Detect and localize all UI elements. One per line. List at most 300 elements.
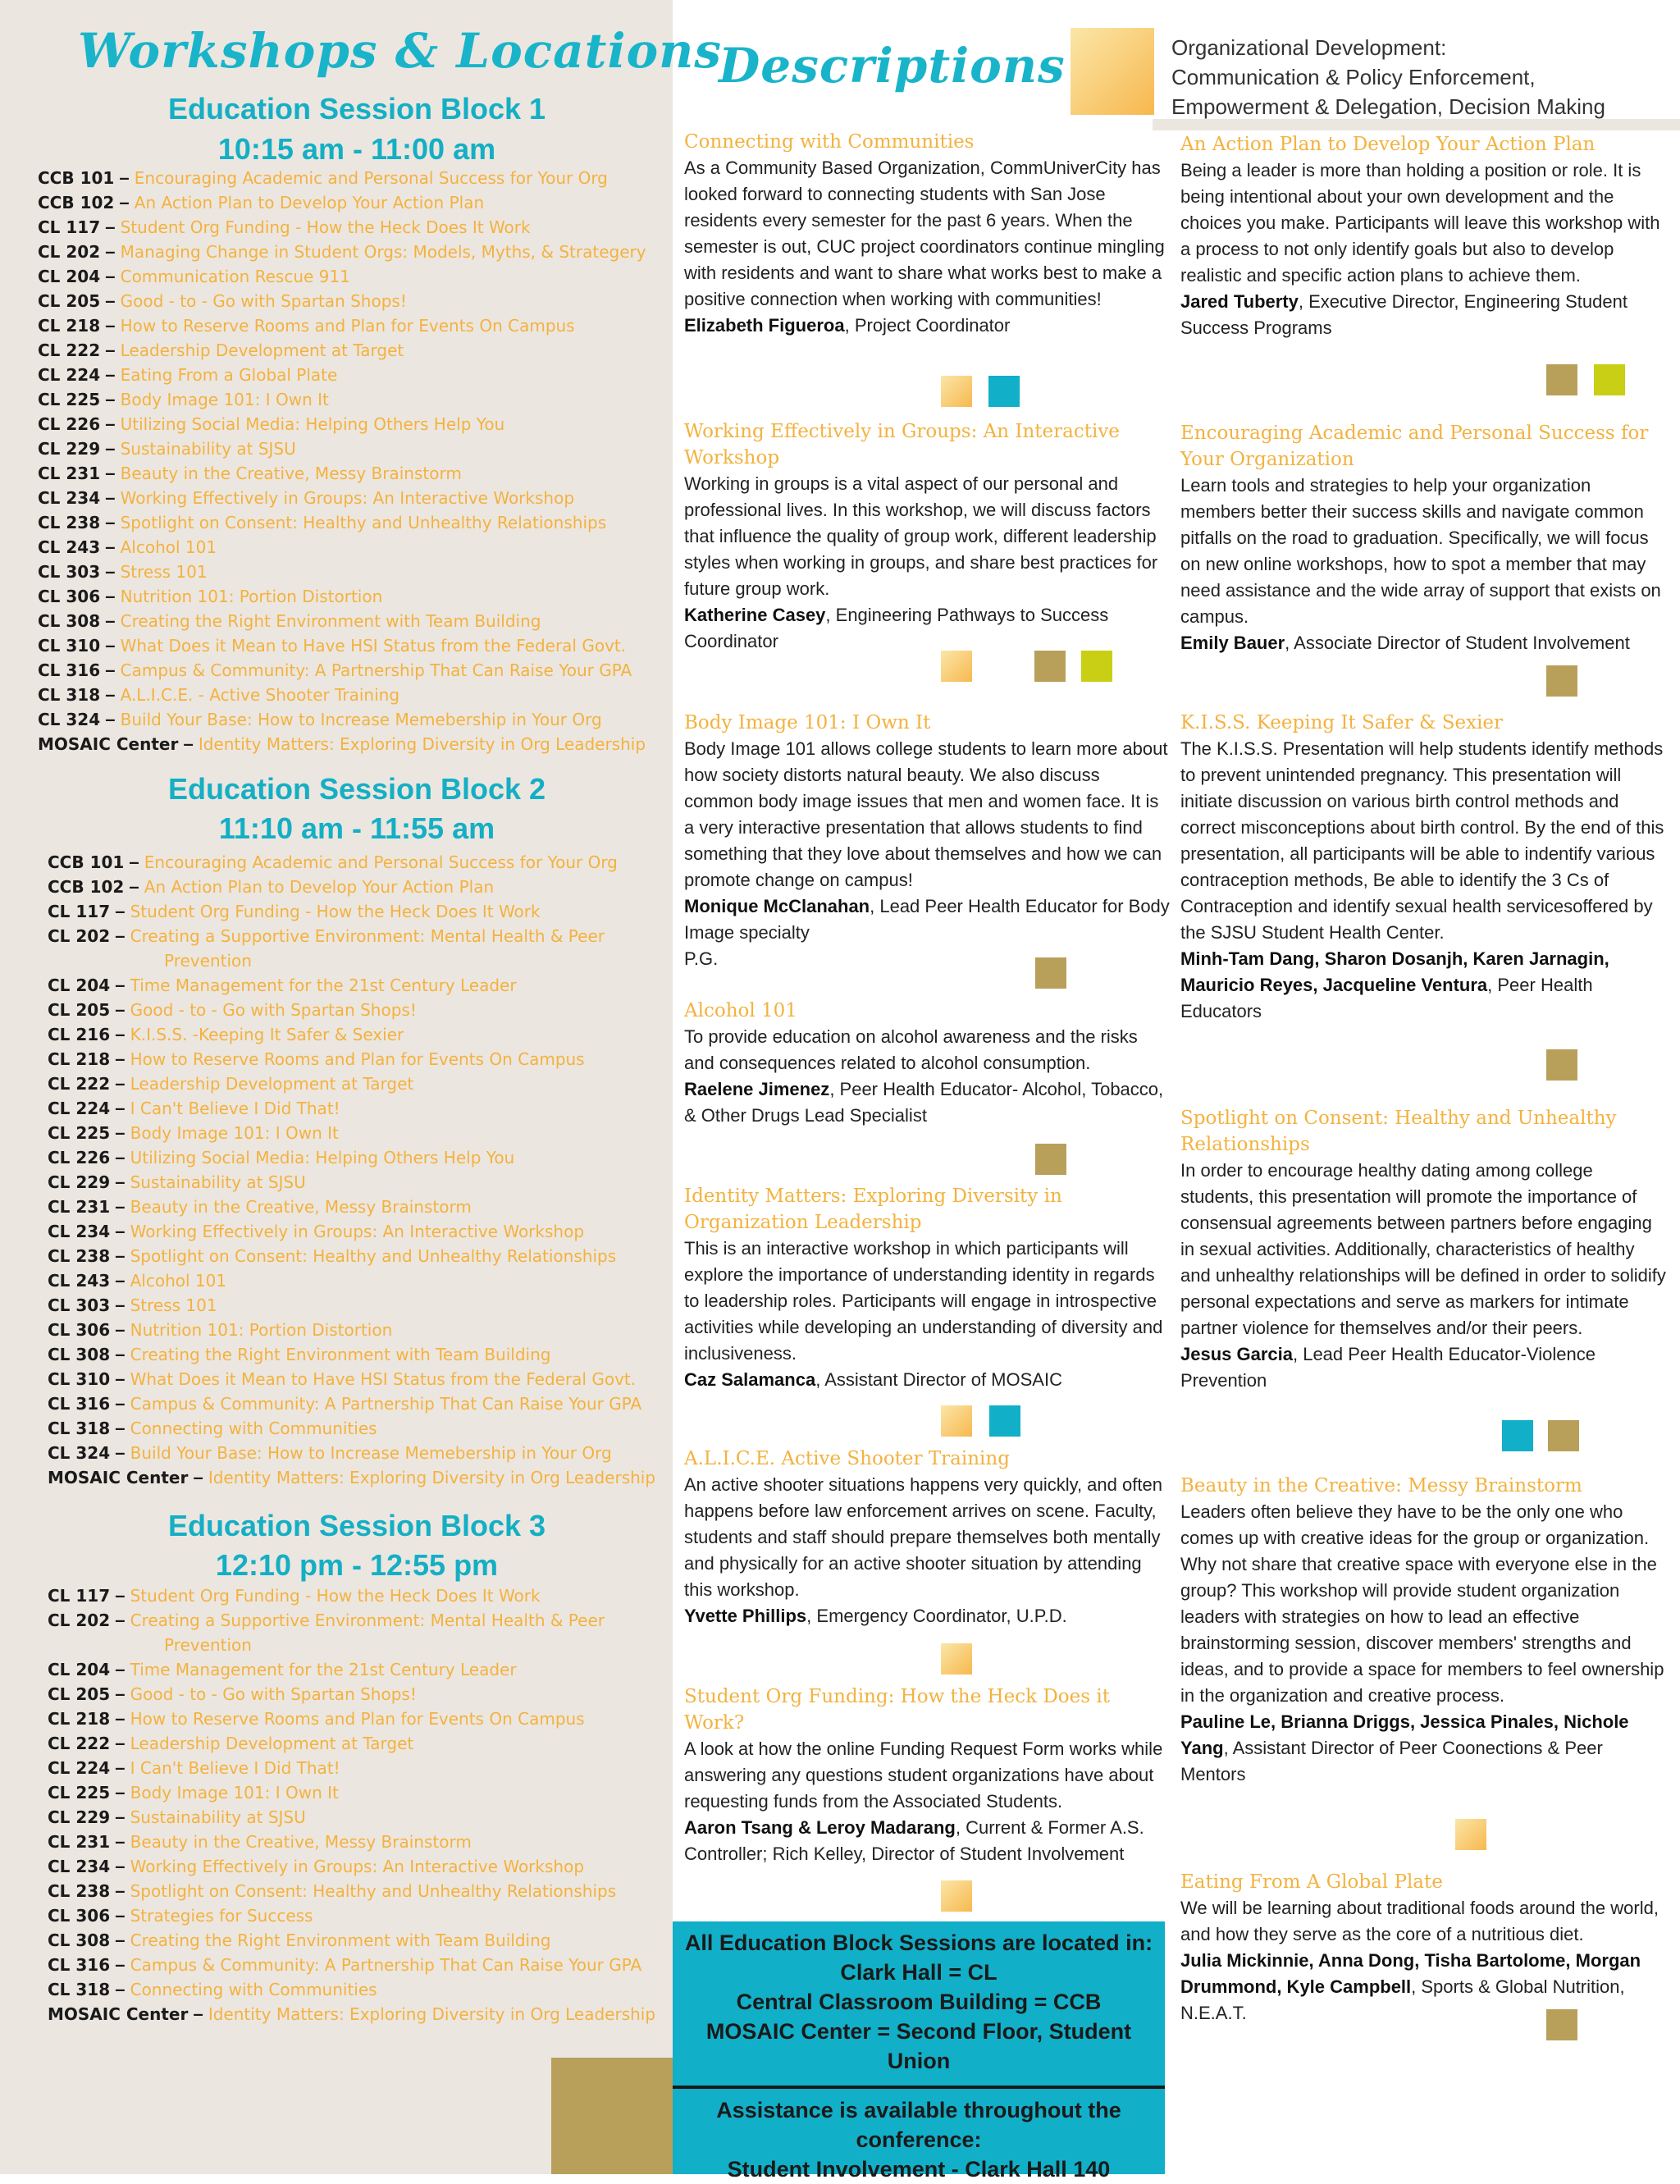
- presenter-role: , Current & Former A.S. Controller; Rich Kelley, Director of Student Involvement: [684, 1817, 1144, 1864]
- room-code: CL 318: [48, 1980, 111, 1999]
- room-code: CL 222: [48, 1734, 111, 1753]
- presenter-line: [1180, 1709, 1669, 1788]
- room-code: CL 202: [38, 242, 101, 262]
- presenter-line: [684, 893, 1172, 946]
- session-item: [48, 1391, 655, 1416]
- descriptions-title: Descriptions: [719, 38, 1066, 94]
- room-code: CL 225: [38, 390, 101, 409]
- session-list: [38, 166, 646, 756]
- workshop-title: Nutrition 101: Portion Distortion: [120, 587, 383, 606]
- separator: –: [100, 364, 121, 385]
- workshop-title: What Does it Mean to Have HSI Status from the Federal Govt.: [120, 636, 627, 656]
- room-code: CL 316: [48, 1955, 111, 1975]
- separator: –: [100, 315, 121, 336]
- room-code: CL 316: [38, 660, 101, 680]
- separator: –: [188, 1467, 208, 1487]
- separator: –: [178, 733, 199, 754]
- separator: –: [110, 1757, 130, 1778]
- session-item: [48, 1830, 655, 1854]
- category-tag-tan: [1035, 957, 1066, 989]
- info-line: Central Classroom Building = CCB: [736, 1990, 1102, 2014]
- session-item: [48, 1195, 655, 1219]
- separator: –: [110, 1880, 130, 1901]
- session-item: [48, 1657, 655, 1682]
- session-item: [48, 1367, 655, 1391]
- presenter-names: Julia Mickinnie, Anna Dong, Tisha Bartolome, Morgan Drummond, Kyle Campbell: [1180, 1950, 1641, 1997]
- session-item: [38, 658, 646, 683]
- room-code: CL 324: [48, 1443, 111, 1463]
- room-code: CL 226: [48, 1148, 111, 1167]
- info-line: MOSAIC Center = Second Floor, Student Union: [705, 2019, 1132, 2073]
- workshop-title: Stress 101: [120, 562, 208, 582]
- session-item: [48, 1342, 655, 1367]
- presenter-line: [684, 1367, 1172, 1393]
- separator: –: [110, 1418, 130, 1438]
- presenter-role: , Lead Peer Health Educator for Body Image specialty: [684, 896, 1170, 943]
- workshop-title: Student Org Funding - How the Heck Does It Work: [130, 902, 541, 921]
- description-title: Eating From A Global Plate: [1180, 1871, 1443, 1893]
- room-code: CCB 102: [38, 193, 115, 212]
- separator: –: [100, 537, 121, 557]
- session-item: [38, 732, 646, 756]
- room-code: CL 204: [38, 267, 101, 286]
- session-item: [38, 363, 646, 387]
- workshop-title: Communication Rescue 911: [120, 267, 350, 286]
- workshop-title: Body Image 101: I Own It: [120, 390, 329, 409]
- separator: –: [110, 1585, 130, 1606]
- session-item: [48, 899, 655, 924]
- description-body: The K.I.S.S. Presentation will help students identify methods to prevent unintended pregnancy. This presentation will initiate discussion on various birth control methods and correct misconceptions about birth control. By the end of this presentation, all participants will be able to indentify various contraception methods, Be able to identify the 3 Cs of Contraception and identify sexual health servicesoffered by the SJSU Student Health Center.: [1180, 738, 1664, 943]
- session-item: [38, 166, 646, 190]
- category-tag-orange: [941, 651, 972, 682]
- workshop-title: Student Org Funding - How the Heck Does It Work: [130, 1586, 541, 1606]
- workshop-title: Time Management for the 21st Century Leader: [130, 1660, 517, 1679]
- description-body: Leaders often believe they have to be the only one who comes up with creative ideas for the group or organization. Why not share that creative space with everyone else in the group? This workshop will provide student organization leaders with strategies on how to lead an effective brainstorming session, discover members' strengths and ideas, and to provide a space for members to feel ownership in the organization and creative process.: [1180, 1501, 1664, 1706]
- room-code: CL 117: [38, 217, 101, 237]
- workshop-title: How to Reserve Rooms and Plan for Events On Campus: [130, 1709, 585, 1729]
- separator: –: [114, 167, 135, 188]
- org-development-swatch: [1071, 28, 1154, 115]
- workshop-title: How to Reserve Rooms and Plan for Events On Campus: [130, 1049, 585, 1069]
- room-code: CL 218: [48, 1709, 111, 1729]
- session-item: [48, 1465, 655, 1490]
- header-stripe: [1153, 119, 1680, 130]
- workshop-description: [684, 1684, 1172, 1867]
- room-code: CL 218: [38, 316, 101, 336]
- separator: –: [100, 389, 121, 409]
- workshop-title: Campus & Community: A Partnership That Can Raise Your GPA: [130, 1955, 642, 1975]
- block-title: Education Session Block 2: [167, 772, 546, 806]
- description-body: In order to encourage healthy dating among college students, this presentation will promote the importance of consensual agreements between partners before engaging in sexual activities. Additionally, characteristics of healthy and unhealthy relationships will be defined in order to solidify personal expectations and serve as markers for intimate partner violence for themselves and/or their peers.: [1180, 1160, 1666, 1338]
- workshop-description: [1180, 1105, 1669, 1394]
- workshop-title: Creating the Right Environment with Team Building: [120, 611, 541, 631]
- separator: –: [110, 999, 130, 1020]
- session-item: [38, 313, 646, 338]
- description-title: Spotlight on Consent: Healthy and Unhealthy Relationships: [1180, 1108, 1617, 1155]
- workshop-title: I Can't Believe I Did That!: [130, 1099, 340, 1118]
- room-code: CL 231: [48, 1832, 111, 1852]
- separator: –: [110, 1196, 130, 1217]
- separator: –: [110, 1122, 130, 1143]
- workshop-description: [1180, 1473, 1669, 1788]
- session-list: [48, 850, 655, 1490]
- separator: –: [124, 852, 144, 872]
- presenter-names: Emily Bauer: [1180, 633, 1285, 653]
- workshop-title: Creating the Right Environment with Team Building: [130, 1930, 551, 1950]
- session-item: [48, 1756, 655, 1780]
- category-tag-tan: [1546, 364, 1577, 395]
- separator: –: [110, 1831, 130, 1852]
- room-code: MOSAIC Center: [48, 2004, 189, 2024]
- category-tag-tan: [1546, 1049, 1577, 1081]
- presenter-role: , Associate Director of Student Involvement: [1285, 633, 1630, 653]
- session-item: [48, 1953, 655, 1977]
- separator: –: [110, 1782, 130, 1802]
- description-title: A.L.I.C.E. Active Shooter Training: [684, 1448, 1010, 1469]
- description-title: Encouraging Academic and Personal Success for Your Organization: [1180, 423, 1649, 470]
- workshop-title: Good - to - Go with Spartan Shops!: [120, 291, 407, 311]
- separator: –: [110, 1979, 130, 1999]
- presenter-extra: P.G.: [684, 948, 719, 969]
- separator: –: [110, 1368, 130, 1389]
- presenter-line: [1180, 1948, 1669, 2026]
- workshop-title: Beauty in the Creative, Messy Brainstorm: [130, 1197, 472, 1217]
- block-time: 12:10 pm - 12:55 pm: [215, 1548, 499, 1582]
- workshop-title: Leadership Development at Target: [120, 340, 404, 360]
- presenter-line: [684, 1815, 1172, 1867]
- room-code: CL 216: [48, 1025, 111, 1044]
- workshop-title: I Can't Believe I Did That!: [130, 1758, 340, 1778]
- presenter-names: Jesus Garcia: [1180, 1344, 1293, 1364]
- presenter-line: [684, 1603, 1172, 1629]
- workshop-title: A.L.I.C.E. - Active Shooter Training: [120, 685, 400, 705]
- room-code: CL 306: [38, 587, 101, 606]
- workshop-title-continued: Prevention: [164, 951, 252, 971]
- separator: –: [110, 1856, 130, 1876]
- presenter-names: Jared Tuberty: [1180, 291, 1299, 312]
- description-body: We will be learning about traditional foods around the world, and how they serve as the core of a nutritious diet.: [1180, 1898, 1659, 1944]
- separator: –: [100, 266, 121, 286]
- separator: –: [100, 438, 121, 459]
- workshop-title: Encouraging Academic and Personal Success for Your Org: [144, 852, 618, 872]
- room-code: CL 117: [48, 902, 111, 921]
- room-code: CL 234: [38, 488, 101, 508]
- separator: –: [110, 925, 130, 946]
- room-code: CL 306: [48, 1320, 111, 1340]
- presenter-role: , Engineering Pathways to Success Coordinator: [684, 605, 1109, 651]
- decorative-block: [551, 2058, 673, 2174]
- session-item: [48, 1854, 655, 1879]
- room-code: CL 117: [48, 1586, 111, 1606]
- room-code: CL 202: [48, 1611, 111, 1630]
- presenter-role: , Peer Health Educators: [1180, 975, 1593, 1021]
- room-code: CL 222: [48, 1074, 111, 1094]
- session-item: [48, 1170, 655, 1195]
- session-item: [38, 707, 646, 732]
- workshop-description: [684, 1183, 1172, 1393]
- session-item: [48, 1805, 655, 1830]
- description-body: This is an interactive workshop in which participants will explore the importance of understanding identity in regards to leadership roles. Participants will engage in introspective activities while developing an understanding of diversity and inclusiveness.: [684, 1238, 1163, 1364]
- room-code: CL 225: [48, 1783, 111, 1802]
- room-code: CL 308: [38, 611, 101, 631]
- session-item: [48, 1416, 655, 1441]
- separator: –: [110, 1954, 130, 1975]
- workshop-title: Beauty in the Creative, Messy Brainstorm: [120, 464, 462, 483]
- session-item: [48, 1022, 655, 1047]
- session-item: [48, 1608, 655, 1633]
- presenter-line: [1180, 946, 1669, 1025]
- category-tag-tan: [1034, 651, 1066, 682]
- session-item: [48, 1780, 655, 1805]
- category-tag-lime: [1594, 364, 1625, 395]
- category-tag-tan: [1546, 665, 1577, 697]
- separator: –: [110, 1733, 130, 1753]
- presenter-names: Minh-Tam Dang, Sharon Dosanjh, Karen Jarnagin, Mauricio Reyes, Jacqueline Ventura: [1180, 948, 1609, 995]
- session-item: [48, 1928, 655, 1953]
- presenter-role: , Emergency Coordinator, U.P.D.: [806, 1606, 1067, 1626]
- session-item: [48, 850, 655, 875]
- presenter-line: [1180, 630, 1669, 656]
- session-list: [48, 1583, 655, 2026]
- workshop-title: Identity Matters: Exploring Diversity in Org Leadership: [198, 734, 646, 754]
- legend-line: Communication & Policy Enforcement,: [1171, 65, 1536, 89]
- session-item: [48, 1071, 655, 1096]
- description-title: K.I.S.S. Keeping It Safer & Sexier: [1180, 712, 1504, 733]
- workshop-title: Build Your Base: How to Increase Memebership in Your Org: [120, 710, 602, 729]
- category-tag-teal: [1502, 1420, 1533, 1451]
- room-code: CL 234: [48, 1857, 111, 1876]
- room-code: CL 229: [38, 439, 101, 459]
- workshop-title: Identity Matters: Exploring Diversity in Org Leadership: [208, 2004, 656, 2024]
- room-code: CL 324: [38, 710, 101, 729]
- room-code: CL 204: [48, 1660, 111, 1679]
- workshop-title: Spotlight on Consent: Healthy and Unhealthy Relationships: [120, 513, 607, 532]
- session-item: [38, 584, 646, 609]
- room-code: CCB 101: [48, 852, 125, 872]
- separator: –: [110, 1319, 130, 1340]
- workshop-title: Working Effectively in Groups: An Interactive Workshop: [120, 488, 575, 508]
- category-tag-teal: [988, 376, 1020, 407]
- room-code: CL 231: [48, 1197, 111, 1217]
- legend: [1171, 33, 1605, 121]
- session-item: [48, 2002, 655, 2026]
- session-item: [48, 1293, 655, 1318]
- workshop-title: Beauty in the Creative, Messy Brainstorm: [130, 1832, 472, 1852]
- presenter-role: , Assistant Director of MOSAIC: [815, 1369, 1062, 1390]
- room-code: CL 205: [38, 291, 101, 311]
- workshop-title: Leadership Development at Target: [130, 1074, 414, 1094]
- session-item: [38, 264, 646, 289]
- workshop-title: Working Effectively in Groups: An Interactive Workshop: [130, 1857, 585, 1876]
- workshop-description: [684, 1446, 1172, 1629]
- room-code: MOSAIC Center: [48, 1468, 189, 1487]
- separator: –: [110, 901, 130, 921]
- session-item: [38, 560, 646, 584]
- room-code: CL 202: [48, 926, 111, 946]
- session-item-continued: [48, 948, 655, 973]
- room-code: CL 231: [38, 464, 101, 483]
- workshop-title: Utilizing Social Media: Helping Others Help You: [130, 1148, 515, 1167]
- presenter-names: Aaron Tsang & Leroy Madarang: [684, 1817, 956, 1838]
- separator: –: [100, 487, 121, 508]
- session-item: [38, 609, 646, 633]
- description-body: An active shooter situations happens very quickly, and often happens before law enforcement arrives on scene. Faculty, students and staff should prepare themselves both mentally and physically for an active shooter situation by attending this workshop.: [684, 1474, 1162, 1600]
- session-item: [38, 412, 646, 436]
- workshop-title: Managing Change in Student Orgs: Models, Myths, & Strategery: [120, 242, 646, 262]
- workshop-title: Sustainability at SJSU: [120, 439, 296, 459]
- session-item: [48, 1219, 655, 1244]
- room-code: CL 310: [38, 636, 101, 656]
- room-code: CL 224: [48, 1758, 111, 1778]
- workshop-title: An Action Plan to Develop Your Action Plan: [144, 877, 495, 897]
- room-code: CL 224: [48, 1099, 111, 1118]
- session-item: [48, 1583, 655, 1608]
- legend-line: Organizational Development:: [1171, 35, 1447, 60]
- workshop-title: Alcohol 101: [130, 1271, 227, 1291]
- presenter-names: Elizabeth Figueroa: [684, 315, 845, 336]
- workshop-title: Student Org Funding - How the Heck Does It Work: [120, 217, 531, 237]
- workshop-title: Alcohol 101: [120, 537, 217, 557]
- session-item: [48, 998, 655, 1022]
- description-title: Student Org Funding: How the Heck Does it Work?: [684, 1686, 1110, 1734]
- separator: –: [100, 241, 121, 262]
- category-tag-teal: [989, 1405, 1020, 1437]
- workshop-description: [684, 998, 1172, 1129]
- room-code: CL 303: [38, 562, 101, 582]
- separator: –: [110, 1098, 130, 1118]
- room-code: CL 229: [48, 1807, 111, 1827]
- room-code: CL 303: [48, 1295, 111, 1315]
- description-title: Beauty in the Creative: Messy Brainstorm: [1180, 1475, 1582, 1496]
- room-code: CL 308: [48, 1930, 111, 1950]
- presenter-role: , Sports & Global Nutrition, N.E.A.T.: [1180, 1976, 1625, 2023]
- separator: –: [110, 1295, 130, 1315]
- workshop-title-continued: Prevention: [164, 1635, 252, 1655]
- workshop-title: Sustainability at SJSU: [130, 1172, 306, 1192]
- presenter-line: [1180, 289, 1669, 341]
- separator: –: [110, 975, 130, 995]
- description-body: Learn tools and strategies to help your organization members better their success skills and navigate common pitfalls on the road to graduation. Specifically, we will focus on new online workshops, how to spot a member that may need assistance and the wide array of support that exists on campus.: [1180, 475, 1661, 627]
- presenter-names: Pauline Le, Brianna Driggs, Jessica Pinales, Nichole Yang: [1180, 1711, 1629, 1758]
- category-tag-orange: [941, 1405, 972, 1437]
- presenter-role: , Lead Peer Health Educator-Violence Prevention: [1180, 1344, 1596, 1391]
- workshop-title: Utilizing Social Media: Helping Others Help You: [120, 414, 505, 434]
- description-title: Connecting with Communities: [684, 131, 975, 153]
- room-code: CL 238: [48, 1881, 111, 1901]
- room-code: CL 229: [48, 1172, 111, 1192]
- description-title: An Action Plan to Develop Your Action Plan: [1180, 134, 1596, 155]
- assist-line: Student Involvement - Clark Hall 140: [727, 2157, 1111, 2182]
- description-title: Identity Matters: Exploring Diversity in Organization Leadership: [684, 1186, 1062, 1233]
- description-body: Body Image 101 allows college students to learn more about how society distorts natural beauty. We also discuss common body image issues that men and women face. It is a very interactive presentation that allows students to find something that they love about themselves and how we can promote change on campus!: [684, 738, 1168, 890]
- workshop-title: K.I.S.S. -Keeping It Safer & Sexier: [130, 1025, 404, 1044]
- session-item: [38, 461, 646, 486]
- room-code: CL 308: [48, 1345, 111, 1364]
- separator: –: [100, 217, 121, 237]
- room-code: CL 204: [48, 975, 111, 995]
- workshop-title: Identity Matters: Exploring Diversity in Org Leadership: [208, 1468, 656, 1487]
- session-item: [38, 338, 646, 363]
- description-title: Alcohol 101: [684, 1000, 797, 1021]
- workshop-title: Encouraging Academic and Personal Success for Your Org: [134, 168, 608, 188]
- room-code: CL 224: [38, 365, 101, 385]
- separator: –: [110, 1024, 130, 1044]
- separator: –: [100, 635, 121, 656]
- room-code: CL 218: [48, 1049, 111, 1069]
- separator: –: [110, 1708, 130, 1729]
- description-title: Body Image 101: I Own It: [684, 712, 931, 733]
- workshop-description: [1180, 131, 1669, 341]
- separator: –: [110, 1344, 130, 1364]
- separator: –: [188, 2004, 208, 2024]
- workshop-title: Creating the Right Environment with Team Building: [130, 1345, 551, 1364]
- session-item: [38, 215, 646, 240]
- location-info-box: [673, 1921, 1165, 2182]
- session-item: [48, 1879, 655, 1903]
- room-code: CL 310: [48, 1369, 111, 1389]
- workshop-description: [1180, 710, 1669, 1025]
- assist-line: Assistance is available throughout the conference:: [716, 2098, 1121, 2152]
- workshop-title: Campus & Community: A Partnership That Can Raise Your GPA: [130, 1394, 642, 1414]
- separator: –: [100, 340, 121, 360]
- presenter-names: Yvette Phillips: [684, 1606, 807, 1626]
- workshop-title: Strategies for Success: [130, 1906, 313, 1926]
- presenter-line: [1180, 1341, 1669, 1394]
- session-item: [38, 683, 646, 707]
- separator: –: [110, 1147, 130, 1167]
- block-title: Education Session Block 3: [167, 1509, 546, 1542]
- room-code: CL 225: [48, 1123, 111, 1143]
- workshop-title: An Action Plan to Develop Your Action Plan: [134, 193, 485, 212]
- separator: –: [100, 684, 121, 705]
- room-code: CL 306: [48, 1906, 111, 1926]
- workshop-title: How to Reserve Rooms and Plan for Events On Campus: [120, 316, 575, 336]
- presenter-line: [684, 1076, 1172, 1129]
- separator: –: [110, 1245, 130, 1266]
- separator: –: [110, 1270, 130, 1291]
- workshop-title: Connecting with Communities: [130, 1419, 377, 1438]
- session-item: [48, 1268, 655, 1293]
- workshop-title: Leadership Development at Target: [130, 1734, 414, 1753]
- presenter-names: Monique McClanahan: [684, 896, 870, 916]
- room-code: CL 238: [48, 1246, 111, 1266]
- workshop-title: Nutrition 101: Portion Distortion: [130, 1320, 393, 1340]
- block-time: 11:10 am - 11:55 am: [218, 811, 495, 845]
- separator: –: [100, 561, 121, 582]
- separator: –: [100, 586, 121, 606]
- presenter-line: [684, 313, 1172, 339]
- workshop-title: Build Your Base: How to Increase Memebership in Your Org: [130, 1443, 612, 1463]
- session-item: [48, 924, 655, 948]
- session-item: [48, 1682, 655, 1707]
- presenter-line: [684, 602, 1172, 655]
- workshop-title: Body Image 101: I Own It: [130, 1783, 339, 1802]
- session-item: [38, 633, 646, 658]
- room-code: CL 318: [48, 1419, 111, 1438]
- separator: –: [114, 192, 135, 212]
- session-item: [48, 1047, 655, 1071]
- presenter-role: , Peer Health Educator- Alcohol, Tobacco, & Other Drugs Lead Specialist: [684, 1079, 1164, 1126]
- room-code: CL 318: [38, 685, 101, 705]
- separator: –: [110, 1221, 130, 1241]
- session-item: [48, 1318, 655, 1342]
- session-item: [48, 1096, 655, 1121]
- workshop-title: Good - to - Go with Spartan Shops!: [130, 1684, 417, 1704]
- workshop-description: [1180, 1869, 1669, 2026]
- workshop-title: Working Effectively in Groups: An Interactive Workshop: [130, 1222, 585, 1241]
- session-item: [38, 486, 646, 510]
- workshop-title: Creating a Supportive Environment: Mental Health & Peer: [130, 926, 605, 946]
